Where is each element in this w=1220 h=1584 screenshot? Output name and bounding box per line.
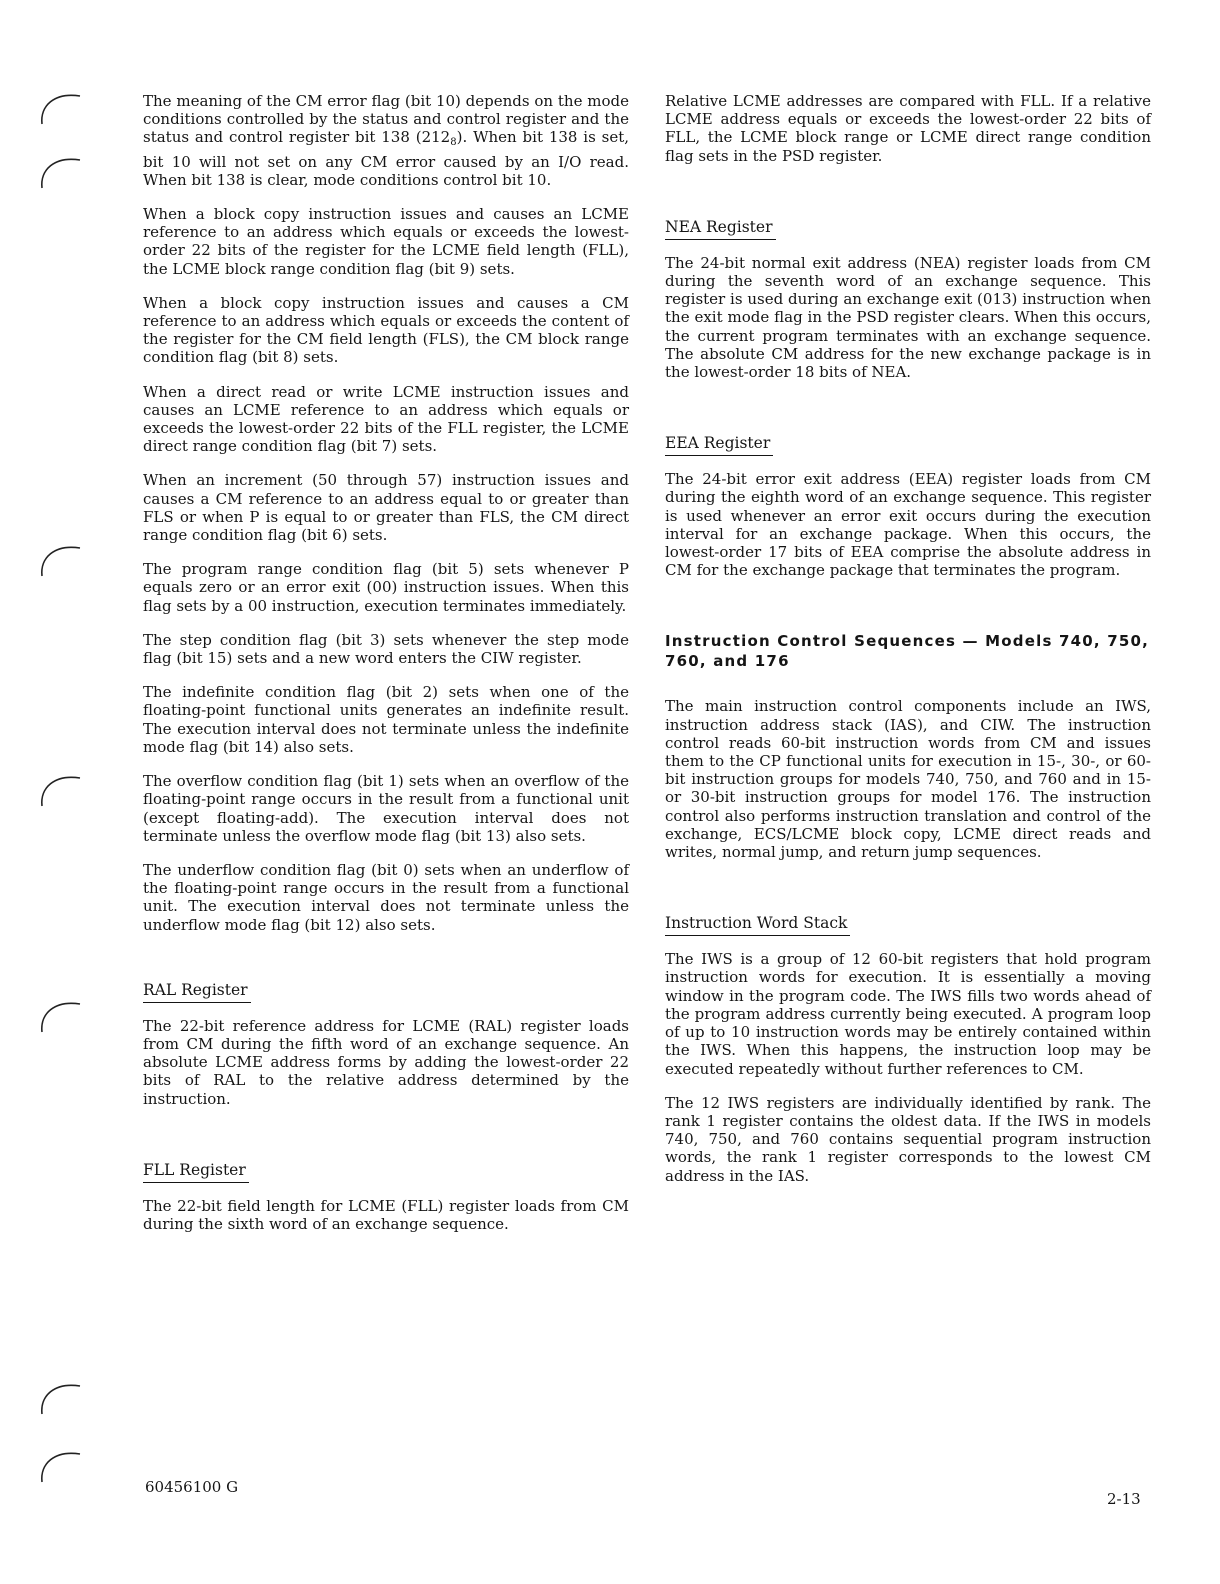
iws-paragraph-2: The 12 IWS registers are individually identified by rank. The rank 1 register contains the oldest data. If the IWS in models 740, 750, and 760 contains sequential program instruction words, the rank 1 register corresponds to the lowest CM address in the IAS. [665, 1093, 1151, 1185]
binder-holes [38, 0, 98, 1584]
indefinite-condition-paragraph: The indefinite condition flag (bit 2) sets when one of the floating-point functional units generates an indefinite result. The execution interval does not terminate unless the indefinite mode flag (bit 14) also sets. [143, 683, 629, 756]
binder-hole-mark [38, 994, 86, 1034]
fll-continued-paragraph: Relative LCME addresses are compared with FLL. If a relative LCME address equals or exceeds the lowest-order 22 bits of FLL, the LCME block range or LCME direct range condition flag sets in the PSD register. [665, 92, 1151, 165]
lcme-direct-range-paragraph: When a direct read or write LCME instruction issues and causes an LCME reference to an address which equals or exceeds the lowest-order 22 bits of the FLL register, the LCME direct range condition flag (bit 7) sets. [143, 382, 629, 456]
nea-register-paragraph: The 24-bit normal exit address (NEA) register loads from CM during the seventh word of an exchange sequence. This register is used during an exchange exit (013) instruction when the exit mode flag in the PSD register clears. When this occurs, the current program terminates with an exchange sequence. The absolute CM address for the new exchange package is in the lowest-order 18 bits of NEA. [665, 253, 1151, 382]
binder-hole-mark [38, 86, 86, 126]
document-number: 60456100 G [145, 1478, 239, 1496]
ral-register-paragraph: The 22-bit reference address for LCME (RAL) register loads from CM during the fifth word of an exchange sequence. An absolute LCME address forms by adding the lowest-order 22 bits of RAL to the relative address determined by the instruction. [143, 1016, 629, 1108]
binder-hole-mark [38, 150, 86, 190]
binder-hole-mark [38, 1376, 86, 1416]
eea-register-heading: EEA Register [665, 434, 773, 456]
binder-hole-mark [38, 768, 86, 808]
ral-register-heading: RAL Register [143, 981, 251, 1003]
fll-register-paragraph: The 22-bit field length for LCME (FLL) register loads from CM during the sixth word of an exchange sequence. [143, 1196, 629, 1233]
step-condition-paragraph: The step condition flag (bit 3) sets whenever the step mode flag (bit 15) sets and a new word enters the CIW register. [143, 630, 629, 668]
iws-paragraph-1: The IWS is a group of 12 60-bit registers that hold program instruction words for execution. It is essentially a moving window in the program code. The IWS fills two words ahead of the program address currently being executed. A program loop of up to 10 instruction words may be entirely contained within the IWS. When this happens, the instruction loop may be executed repeatedly without further references to CM. [665, 950, 1151, 1078]
page-number: 2-13 [1107, 1490, 1141, 1508]
overflow-condition-paragraph: The overflow condition flag (bit 1) sets when an overflow of the floating-point range occurs in the result from a functional unit (except floating-add). The execution interval does not terminate unless the overflow mode flag (bit 13) also sets. [143, 772, 629, 845]
cm-error-flag-paragraph [143, 92, 629, 189]
program-range-paragraph: The program range condition flag (bit 5) sets whenever P equals zero or an error exit (00) instruction issues. When this flag sets by a 00 instruction, execution terminates immediately. [143, 560, 629, 615]
fll-register-heading: FLL Register [143, 1161, 249, 1183]
cm-block-range-paragraph: When a block copy instruction issues and causes a CM reference to an address which equals or exceeds the content of the register for the CM field length (FLS), the CM block range condition flag (bit 8) sets. [143, 293, 629, 367]
instruction-word-stack-heading: Instruction Word Stack [665, 914, 850, 936]
underflow-condition-paragraph: The underflow condition flag (bit 0) sets when an underflow of the floating-point range occurs in the result from a functional unit. The execution interval does not terminate unless the underflow mode flag (bit 12) also sets. [143, 860, 629, 934]
binder-hole-mark [38, 1444, 86, 1484]
octal-subscript: 8 [450, 137, 457, 149]
right-column [665, 92, 1151, 1201]
instruction-control-paragraph: The main instruction control components include an IWS, instruction address stack (IAS), and CIW. The instruction control reads 60-bit instruction words from CM and issues them to the CP functional units for execution in 15-, 30-, or 60-bit instruction groups for models 740, 750, and 760 and in 15- or 30-bit instruction groups for model 176. The instruction control also performs instruction translation and control of the exchange, ECS/LCME block copy, LCME direct reads and writes, normal jump, and return jump sequences. [665, 697, 1151, 862]
nea-register-heading: NEA Register [665, 218, 776, 240]
paragraph-text: ). When bit 138 is set, bit 10 will not set on any CM error caused by an I/O read. When bit 138 is clear, mode conditions control bit 10. [143, 128, 630, 189]
instruction-control-heading: Instruction Control Sequences — Models 740, 750, 760, and 176 [665, 632, 1150, 671]
left-column [143, 92, 629, 1249]
eea-register-paragraph: The 24-bit error exit address (EEA) register loads from CM during the eighth word of an exchange sequence. This register is used whenever an error exit occurs during the execution interval for an exchange package. When this occurs, the lowest-order 17 bits of EEA comprise the absolute address in CM for the exchange package that terminates the program. [665, 470, 1151, 580]
lcme-block-range-paragraph: When a block copy instruction issues and causes an LCME reference to an address which equals or exceeds the lowest-order 22 bits of the register for the LCME field length (FLL), the LCME block range condition flag (bit 9) sets. [143, 205, 629, 278]
paragraph-text: The meaning of the CM error flag (bit 10) depends on the mode conditions controlled by the status and control register and the status and control register bit 138 (212 [143, 92, 629, 147]
binder-hole-mark [38, 538, 86, 578]
cm-direct-range-paragraph: When an increment (50 through 57) instruction issues and causes a CM reference to an address equal to or greater than FLS or when P is equal to or greater than FLS, the CM direct range condition flag (bit 6) sets. [143, 471, 629, 545]
